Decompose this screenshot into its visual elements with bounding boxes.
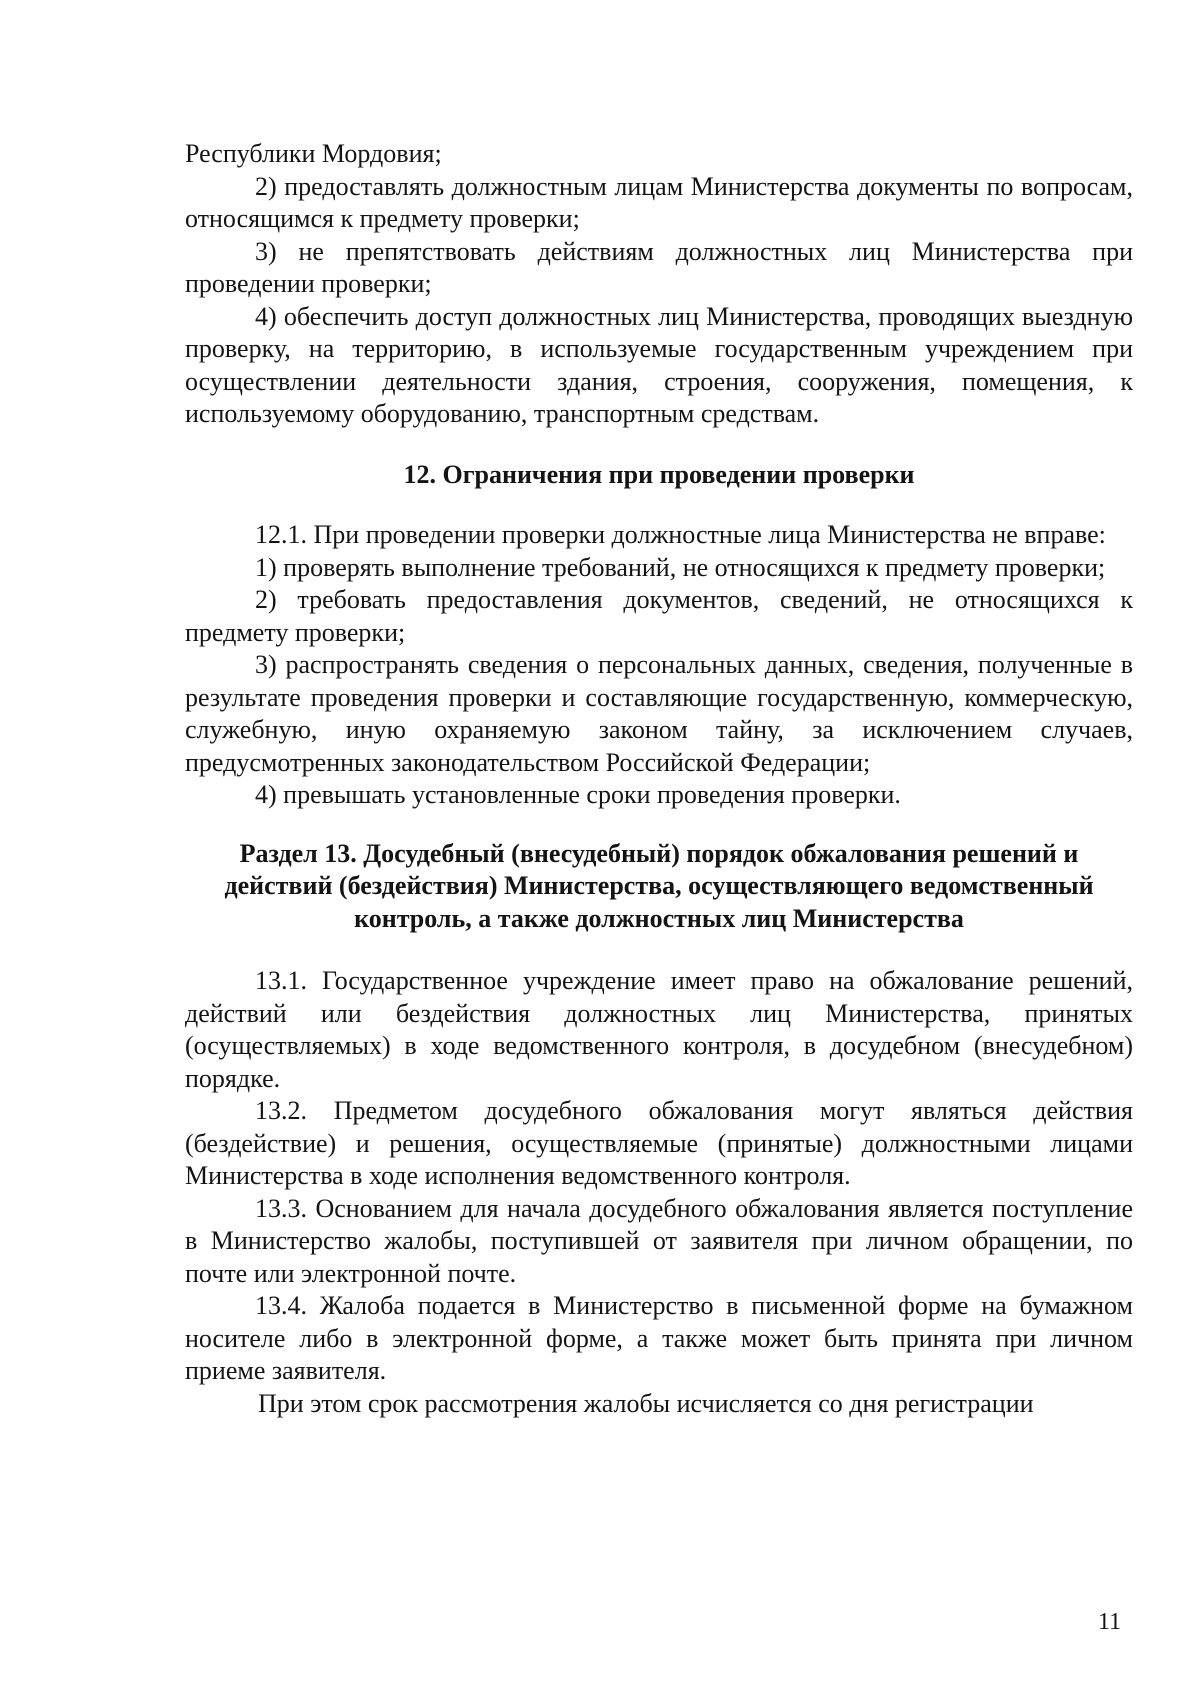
paragraph-13-1: 13.1. Государственное учреждение имеет право на обжалование решений, действий или бездействия должностных лиц Министерства, принятых (осуществляемых) в ходе ведомственного контроля, в досудебном (внесудебном) порядке.: [185, 966, 1133, 1093]
paragraph-12-1: 12.1. При проведении проверки должностные лица Министерства не вправе:: [255, 520, 1106, 549]
paragraph-restriction-3: 3) распространять сведения о персональных данных, сведения, полученные в результате проведения проверки и составляющие государственную, коммерческую, служебную, иную охраняемую законом тайну, за исключением случаев, предусмотренных законодательством Российской Федерации;: [185, 650, 1133, 777]
paragraph-complaint-term: При этом срок рассмотрения жалобы исчисляется со дня регистрации: [258, 1388, 1034, 1418]
paragraph-13-2: 13.2. Предметом досудебного обжалования могут являться действия (бездействие) и решения, осуществляемые (принятые) должностными лицами Министерства в ходе исполнения ведомственного контроля.: [185, 1096, 1133, 1190]
document-body: [185, 138, 1133, 1420]
paragraph-13-4: 13.4. Жалоба подается в Министерство в письменной форме на бумажном носителе либо в электронной форме, а также может быть принята при личном приеме заявителя.: [185, 1291, 1133, 1385]
paragraph-restriction-1: 1) проверять выполнение требований, не относящихся к предмету проверки;: [255, 552, 1106, 582]
paragraph-obligation-3: 3) не препятствовать действиям должностных лиц Министерства при проведении проверки;: [185, 236, 1133, 298]
page-number: 11: [1098, 1609, 1122, 1635]
paragraph-13-3: 13.3. Основанием для начала досудебного обжалования является поступление в Министерство жалобы, поступившей от заявителя при личном обращении, по почте или электронной почте.: [185, 1193, 1133, 1288]
paragraph-restriction-2: 2) требовать предоставления документов, сведений, не относящихся к предмету проверки;: [185, 585, 1133, 647]
paragraph-obligation-2: 2) предоставлять должностным лицам Министерства документы по вопросам, относящимся к предмету проверки;: [185, 171, 1133, 233]
paragraph-continuation: Республики Мордовия;: [185, 139, 442, 168]
section-heading-12: 12. Ограничения при проведении проверки: [403, 459, 915, 489]
paragraph-restriction-4: 4) превышать установленные сроки проведения проверки.: [255, 780, 901, 809]
paragraph-obligation-4: 4) обеспечить доступ должностных лиц Министерства, проводящих выездную проверку, на территорию, в используемые государственным учреждением при осуществлении деятельности здания, строения, сооружения, помещения, к используемому оборудованию, транспортным средствам.: [185, 301, 1133, 428]
section-heading-13: Раздел 13. Досудебный (внесудебный) порядок обжалования решений и действий (бездействия) Министерства, осуществляющего ведомственный контроль, а также должностных лиц Министерства: [224, 838, 1094, 933]
